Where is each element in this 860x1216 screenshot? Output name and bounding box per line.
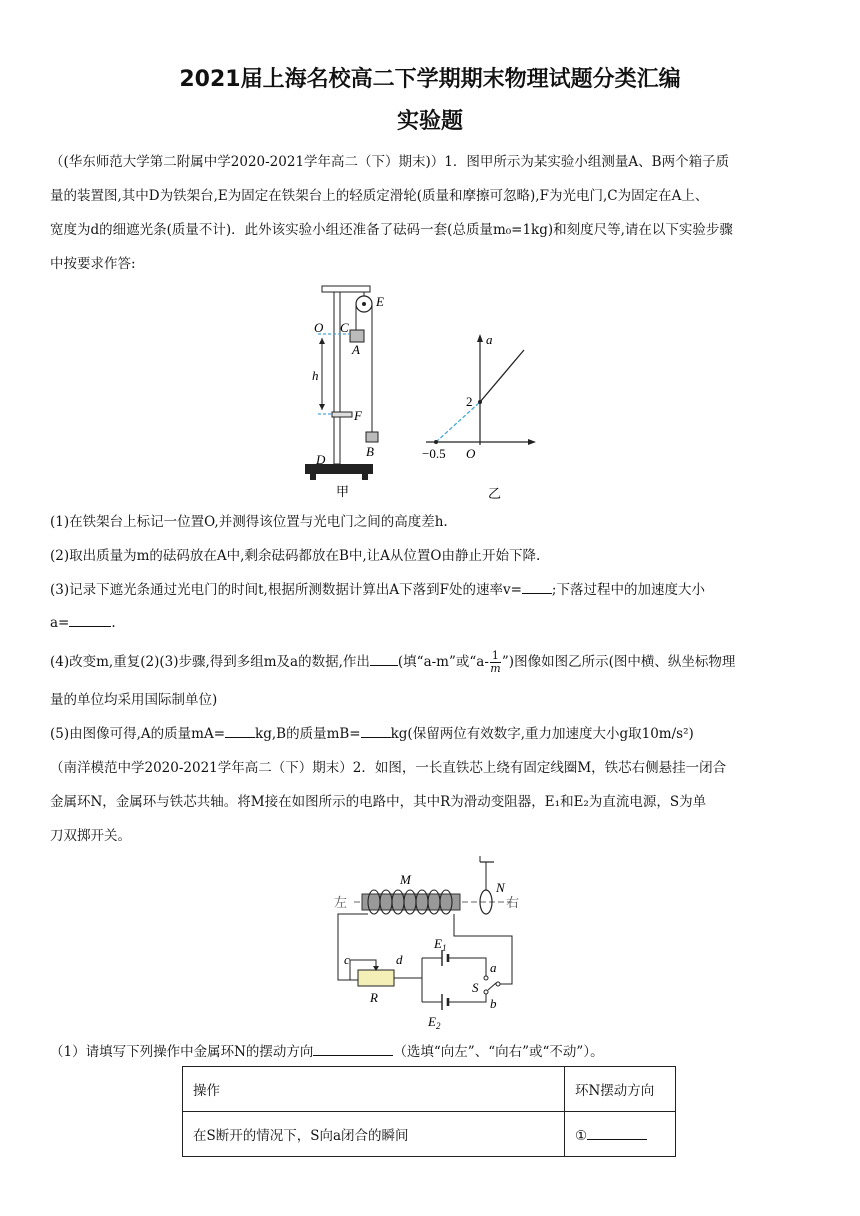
answer-blank-ma[interactable] — [225, 723, 255, 738]
label-f: F — [354, 408, 362, 423]
q1-step-5 — [50, 722, 820, 742]
q2-part-1 — [50, 1040, 820, 1060]
label-b: B — [366, 444, 374, 459]
q1-step-3-text-b: ;下落过程中的加速度大小 — [551, 582, 705, 598]
label-c: C — [340, 320, 349, 335]
graph-axis-a: a — [486, 332, 493, 347]
graph-origin: O — [466, 446, 476, 461]
label-o: O — [314, 320, 324, 335]
q1-intro-line-3: 宽度为d的细遮光条(质量不计)．此外该实验小组还准备了砝码一套(总质量m₀=1kg)和刻度尺等,请在以下实验步骤 — [50, 222, 733, 238]
answer-blank-mb[interactable] — [361, 723, 391, 738]
label-a-terminal: a — [490, 960, 497, 975]
q1-step-4 — [50, 650, 820, 675]
answer-blank-v[interactable] — [522, 579, 552, 594]
label-r: R — [370, 990, 378, 1005]
box-a — [350, 330, 364, 342]
table-cell-operation: 在S断开的情况下，S向a闭合的瞬间 — [183, 1112, 565, 1157]
q1-step-2: (2)取出质量为m的砝码放在A中,剩余砝码都放在B中,让A从位置O由静止开始下降. — [50, 548, 541, 564]
label-c: c — [344, 952, 350, 967]
iron-core — [362, 894, 460, 910]
q1-step-3-text-d: . — [111, 615, 116, 631]
table-row — [183, 1112, 676, 1157]
answer-blank-graph[interactable] — [370, 651, 398, 666]
q1-step-5-text-b: kg,B的质量mB= — [255, 726, 361, 742]
q1-intro-line-4: 中按要求作答: — [50, 256, 136, 272]
label-m: M — [400, 872, 411, 887]
q1-intro-line-2: 量的装置图,其中D为铁架台,E为固定在铁架台上的轻质定滑轮(质量和摩擦可忽略),F为光电门,C为固定在A上、 — [50, 188, 709, 204]
q1-step-3 — [50, 578, 820, 598]
q1-step-1: (1)在铁架台上标记一位置O,并测得该位置与光电门之间的高度差h. — [50, 514, 448, 530]
label-h: h — [312, 368, 319, 383]
q1-step-5-text-c: kg(保留两位有效数字,重力加速度大小g取10m/s²) — [390, 726, 694, 742]
box-b — [366, 432, 378, 442]
label-n: N — [496, 880, 505, 895]
q1-step-3-cont — [50, 612, 820, 631]
q2-part-1-text-b: （选填“向左”、“向右”或“不动”）。 — [393, 1044, 604, 1060]
fraction-1-over-m: $\frac{1}{m}$ — [490, 649, 501, 675]
q2-part-1-text-a: （1）请填写下列操作中金属环N的摆动方向 — [50, 1044, 314, 1060]
rheostat-r — [358, 970, 394, 986]
answer-blank-direction[interactable] — [313, 1041, 393, 1056]
answer-blank-a[interactable] — [69, 612, 111, 627]
circuit-figure — [330, 852, 530, 1030]
label-d: d — [396, 952, 403, 967]
q1-step-3-text-c: a= — [50, 615, 70, 631]
operation-table — [182, 1066, 676, 1157]
q1-step-5-text-a: (5)由图像可得,A的质量mA= — [50, 726, 226, 742]
label-e1: $E_1$ — [434, 936, 447, 953]
section-title: 实验题 — [396, 109, 463, 134]
photogate — [332, 412, 352, 417]
table-header-direction: 环N摆动方向 — [565, 1067, 676, 1112]
answer-blank-1[interactable] — [587, 1125, 647, 1140]
label-left: 左 — [334, 895, 348, 910]
apparatus-figure — [290, 278, 420, 500]
q2-intro-line-3: 刀双掷开关。 — [50, 828, 131, 844]
table-header-row — [183, 1067, 676, 1112]
q2-intro-line-1: （南洋模范中学2020-2021学年高二（下）期末）2．如图，一长直铁芯上绕有固定线圈M，铁芯右侧悬挂一闭合 — [50, 760, 727, 776]
q1-step-4-text-b: (填“a-m”或“a- — [397, 654, 489, 670]
graph-line — [480, 350, 524, 402]
label-e2: $E_2$ — [428, 1014, 441, 1030]
q1-step-4-text-c: ”)图像如图乙所示(图中横、纵坐标物理 — [501, 654, 736, 670]
table-header-operation: 操作 — [183, 1067, 565, 1112]
table-cell-answer: ① — [565, 1112, 676, 1157]
q1-intro-line-1: （(华东师范大学第二附属中学2020-2021学年高二（下）期末)）1．图甲所示为某实验小组测量A、B两个箱子质 — [50, 154, 730, 170]
label-right: 右 — [506, 895, 520, 910]
q2-intro-line-2: 金属环N，金属环与铁芯共轴。将M接在如图所示的电路中，其中R为滑动变阻器，E₁和E₂为直流电源，S为单 — [50, 794, 707, 810]
label-d: D — [316, 452, 326, 467]
figure-jia-label: 甲 — [336, 484, 350, 499]
label-e: E — [376, 294, 384, 309]
q1-step-4-cont: 量的单位均采用国际制单位) — [50, 692, 218, 708]
page-title: 2021届上海名校高二下学期期末物理试题分类汇编 — [179, 67, 681, 92]
q1-step-3-text-a: (3)记录下遮光条通过光电门的时间t,根据所测数据计算出A下落到F处的速率v= — [50, 582, 522, 598]
label-a: A — [352, 342, 360, 357]
graph-x-intercept: −0.5 — [422, 446, 446, 461]
label-s: S — [472, 980, 479, 995]
graph-figure — [420, 330, 540, 500]
graph-extrapolation — [436, 402, 480, 442]
label-b-terminal: b — [490, 996, 497, 1011]
switch-s — [496, 982, 500, 986]
figure-yi-label: 乙 — [488, 486, 502, 500]
q1-step-4-text-a: (4)改变m,重复(2)(3)步骤,得到多组m及a的数据,作出 — [50, 654, 370, 670]
graph-intercept: 2 — [466, 394, 473, 409]
stand-pole — [334, 286, 340, 464]
